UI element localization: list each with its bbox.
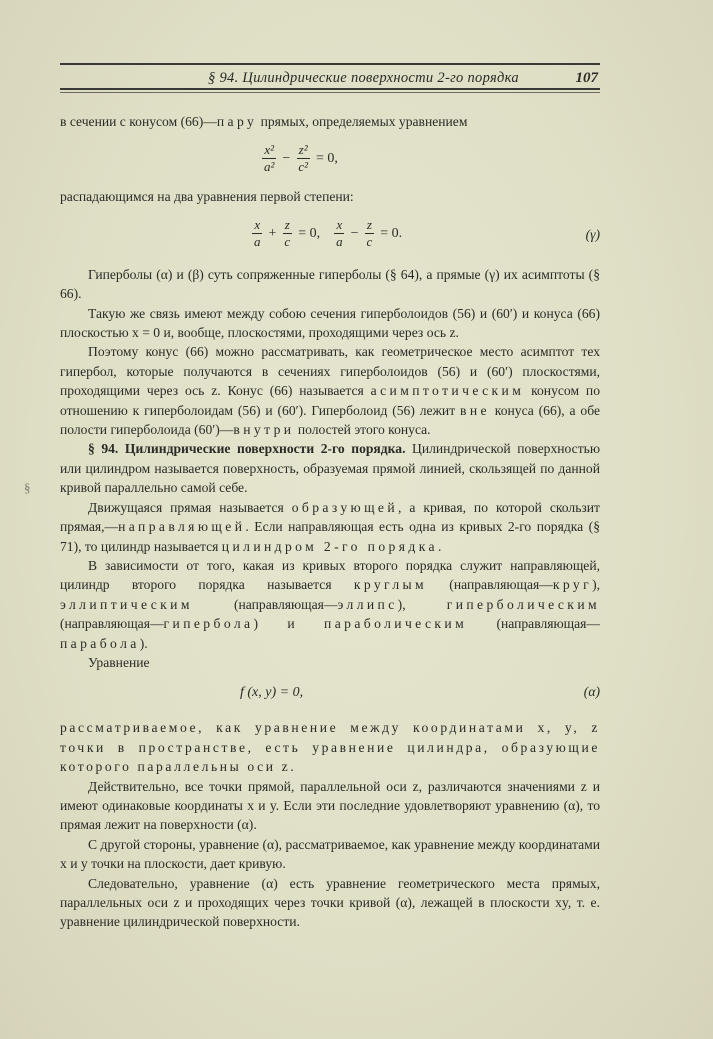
text: прямых, определяемых уравнением (257, 114, 468, 129)
spaced-emphasis: параболическим (324, 616, 468, 632)
denominator: c (366, 234, 373, 250)
text: ), (397, 596, 447, 612)
text: В зависимости от того, какая из кривых второго порядка служит направляющей, цилиндр второго порядка называется (60, 557, 600, 593)
paragraph (60, 112, 600, 131)
page-number: 107 (575, 70, 598, 86)
text: (направляющая— (192, 596, 338, 612)
spaced-emphasis: пару (216, 114, 258, 129)
numerator: x² (264, 141, 275, 157)
text: полостей этого конуса. (294, 422, 431, 438)
paragraph: Следовательно, уравнение (α) есть уравнение геометрического места прямых, параллельных оси z и проходящих через точки кривой (α), лежащей в плоскости xy, т. е. уравнение цилиндрической поверхности. (60, 875, 600, 930)
section-paragraph (60, 439, 600, 497)
denominator: c² (298, 158, 308, 174)
spaced-emphasis: круг (552, 577, 593, 593)
equation (250, 211, 406, 257)
spaced-emphasis: внутри (233, 422, 295, 438)
formula-gamma (60, 211, 600, 257)
spaced-emphasis: гипербола (163, 616, 254, 632)
formula-hyperbola-degenerate (60, 135, 600, 181)
text: . (437, 538, 442, 554)
spaced-emphasis: эллипс (337, 596, 398, 612)
section-heading: § 94. Цилиндрические поверхности 2-го порядка. (88, 441, 406, 457)
running-header (60, 63, 600, 91)
text: конуса (66), а обе полости гиперболоида (60′)— (60, 402, 600, 438)
fraction (334, 217, 345, 250)
fraction (252, 217, 263, 250)
numerator: x (254, 217, 261, 233)
fraction (282, 217, 292, 250)
spaced-emphasis: круглым (353, 577, 428, 593)
paragraph (60, 498, 600, 556)
text: (направляющая— (467, 616, 600, 632)
equation (260, 135, 342, 181)
denominator: a (336, 234, 343, 250)
text: в сечении с конусом (66)— (60, 114, 217, 129)
text: Движущаяся прямая называется (88, 499, 292, 515)
text: ) и (253, 616, 325, 632)
text: ), (592, 577, 600, 593)
rhs: = 0. (380, 226, 403, 242)
spaced-emphasis: вне (460, 402, 490, 418)
equation-label: (α) (583, 684, 600, 700)
paragraph-spaced: рассматриваемое, как уравнение между координатами x, y, z точки в пространстве, есть уравнение цилиндра, образующие которого параллельны оси z. (60, 720, 600, 775)
header-rule-thin (60, 92, 600, 93)
paragraph (60, 556, 600, 653)
numerator: z (284, 217, 290, 233)
spaced-emphasis: гиперболическим (446, 596, 600, 612)
numerator: z (366, 217, 372, 233)
operator: − (282, 150, 291, 166)
running-title: § 94. Цилиндрические поверхности 2-го порядка (208, 70, 519, 86)
operator: − (350, 226, 359, 242)
paragraph: Действительно, все точки прямой, параллельной оси z, различаются значениями z и имеют одинаковые координаты x и y. Если эти последние удовлетворяют уравнению (α), то прямая лежит на поверхности (α). (60, 778, 600, 833)
paragraph: Гиперболы (α) и (β) суть сопряженные гиперболы (§ 64), а прямые (γ) их асимптоты (§ 66). (60, 266, 600, 302)
spaced-emphasis: эллиптическим (60, 596, 193, 612)
paragraph: С другой стороны, уравнение (α), рассматриваемое, как уравнение между координатами x и y точки на плоскости, дает кривую. (60, 836, 600, 872)
spaced-emphasis: парабола (60, 635, 140, 651)
text: (направляющая— (427, 577, 553, 593)
text: Цилиндрической поверхностью или цилиндром называется поверхность, образуемая прямой линией, скользящей по данной кривой параллельно самой себе. (60, 441, 600, 496)
operator: + (268, 226, 277, 242)
paragraph: распадающимся на два уравнения первой степени: (60, 189, 354, 205)
spaced-emphasis: цилиндром 2-го порядка (221, 538, 438, 554)
denominator: a (254, 234, 261, 250)
fraction (296, 142, 310, 175)
numerator: z² (298, 141, 308, 157)
text: , а кривая, по которой скользит прямая,— (60, 499, 600, 535)
fraction (262, 142, 276, 175)
formula-alpha (60, 676, 600, 708)
text: . Если направляющая есть одна из кривых 2-го порядка (§ 71), то цилиндр называется (60, 519, 600, 554)
fraction (365, 217, 375, 250)
text: (направляющая— (60, 616, 164, 632)
text: конусом по отношению к гиперболоидам (56) и (60′). Гиперболоид (56) лежит (60, 383, 601, 418)
equation: f (x, y) = 0, (240, 684, 304, 700)
body-text (60, 112, 600, 932)
spaced-emphasis: направляющей (118, 519, 246, 535)
equation-label: (γ) (585, 226, 600, 242)
denominator: c (284, 234, 291, 250)
spaced-emphasis: асимптотическим (370, 383, 525, 399)
rhs: = 0, (315, 150, 338, 166)
numerator: x (336, 217, 343, 233)
text: Поэтому конус (66) можно рассматривать, как геометрическое место асимптот тех гипербол, которые получаются в сечениях гиперболоидов (56) и (60′) плоскостями, проходящими через ось z. Конус (66) называется (60, 344, 600, 399)
text: ). (139, 635, 148, 651)
paragraph (60, 342, 600, 439)
denominator: a² (264, 158, 275, 174)
paragraph: Такую же связь имеют между собою сечения гиперболоидов (56) и (60′) и конуса (66) плоскостью x = 0 и, вообще, плоскостями, проходящими через ось z. (60, 305, 600, 341)
margin-section-mark: § (24, 480, 31, 495)
header-rule (60, 88, 600, 90)
rhs: = 0, (298, 226, 321, 242)
paragraph: Уравнение (88, 654, 150, 670)
spaced-emphasis: образующей (291, 499, 399, 515)
